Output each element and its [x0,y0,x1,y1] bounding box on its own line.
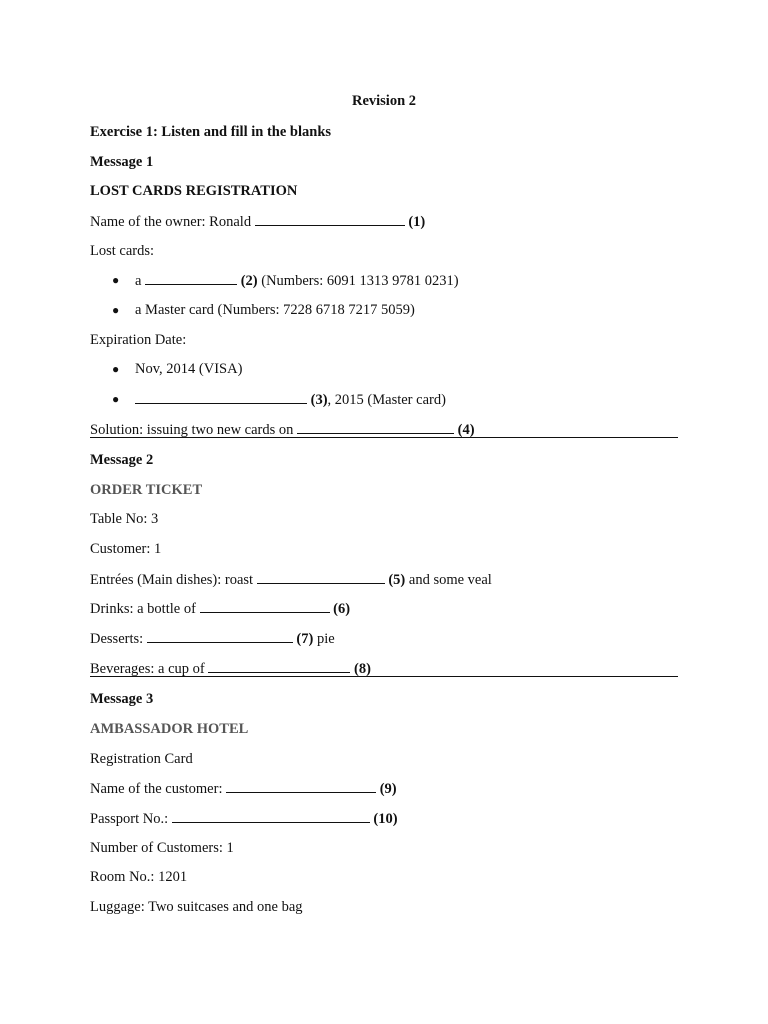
blank-2-number: (2) [237,273,258,289]
blank-2[interactable] [145,271,237,285]
blank-7[interactable] [147,629,293,643]
document-title: Revision 2 [351,93,417,109]
owner-line [90,212,425,231]
blank-1-number: (1) [404,214,426,230]
blank-3-number: (3) [307,392,328,408]
beverages-label: Beverages: a cup of [90,661,209,677]
card1-prefix: a [135,273,146,289]
drinks-line [90,599,350,618]
message2-heading: Message 2 [90,452,154,468]
registration-card-label: Registration Card [90,751,193,767]
message3-subheading: AMBASSADOR HOTEL [90,721,249,737]
number-of-customers: Number of Customers: 1 [90,840,234,856]
customer-name-line [90,779,397,798]
entrees-label: Entrées (Main dishes): roast [90,572,257,588]
exercise-heading: Exercise 1: Listen and fill in the blanks [90,124,332,140]
room-number: Room No.: 1201 [90,869,188,885]
bullet-icon: ● [112,273,120,287]
desserts-label: Desserts: [90,631,147,647]
blank-7-number: (7) [292,631,314,647]
blank-6[interactable] [200,599,330,613]
message1-subheading: LOST CARDS REGISTRATION [90,183,298,199]
table-no: Table No: 3 [90,511,159,527]
blank-4-number: (4) [454,422,475,438]
desserts-line [90,629,335,648]
drinks-label: Drinks: a bottle of [90,601,200,617]
blank-6-number: (6) [329,601,351,617]
section-divider [90,676,678,677]
blank-10-number: (10) [369,811,398,827]
card1-line [135,271,459,290]
blank-5[interactable] [257,570,385,584]
card1-suffix: (Numbers: 6091 1313 9781 0231) [257,273,459,289]
blank-10[interactable] [172,809,370,823]
owner-label: Name of the owner: Ronald [90,214,255,230]
exp1-line: Nov, 2014 (VISA) [135,361,243,377]
section-divider [90,437,678,438]
message1-heading: Message 1 [90,154,154,170]
card2-line: a Master card (Numbers: 7228 6718 7217 5059) [135,302,415,318]
blank-4[interactable] [297,420,454,434]
blank-1[interactable] [255,212,405,226]
bullet-icon: ● [112,303,120,317]
blank-9-number: (9) [376,781,397,797]
bullet-icon: ● [112,392,120,406]
passport-line [90,809,398,828]
blank-3[interactable] [135,390,307,404]
blank-9[interactable] [226,779,376,793]
entrees-suffix: and some veal [405,572,492,588]
exp2-line [135,390,446,409]
blank-5-number: (5) [384,572,406,588]
customer-name-label: Name of the customer: [90,781,227,797]
blank-8-number: (8) [350,661,371,677]
solution-label: Solution: issuing two new cards on [90,422,298,438]
expiration-label: Expiration Date: [90,332,187,348]
desserts-suffix: pie [313,631,335,647]
entrees-line [90,570,492,589]
message3-heading: Message 3 [90,691,154,707]
passport-label: Passport No.: [90,811,172,827]
exp2-suffix: , 2015 (Master card) [327,392,446,408]
bullet-icon: ● [112,362,120,376]
lost-cards-label: Lost cards: [90,243,155,259]
message2-subheading: ORDER TICKET [90,482,203,498]
blank-8[interactable] [208,659,350,673]
customer-count: Customer: 1 [90,541,162,557]
luggage: Luggage: Two suitcases and one bag [90,899,303,915]
